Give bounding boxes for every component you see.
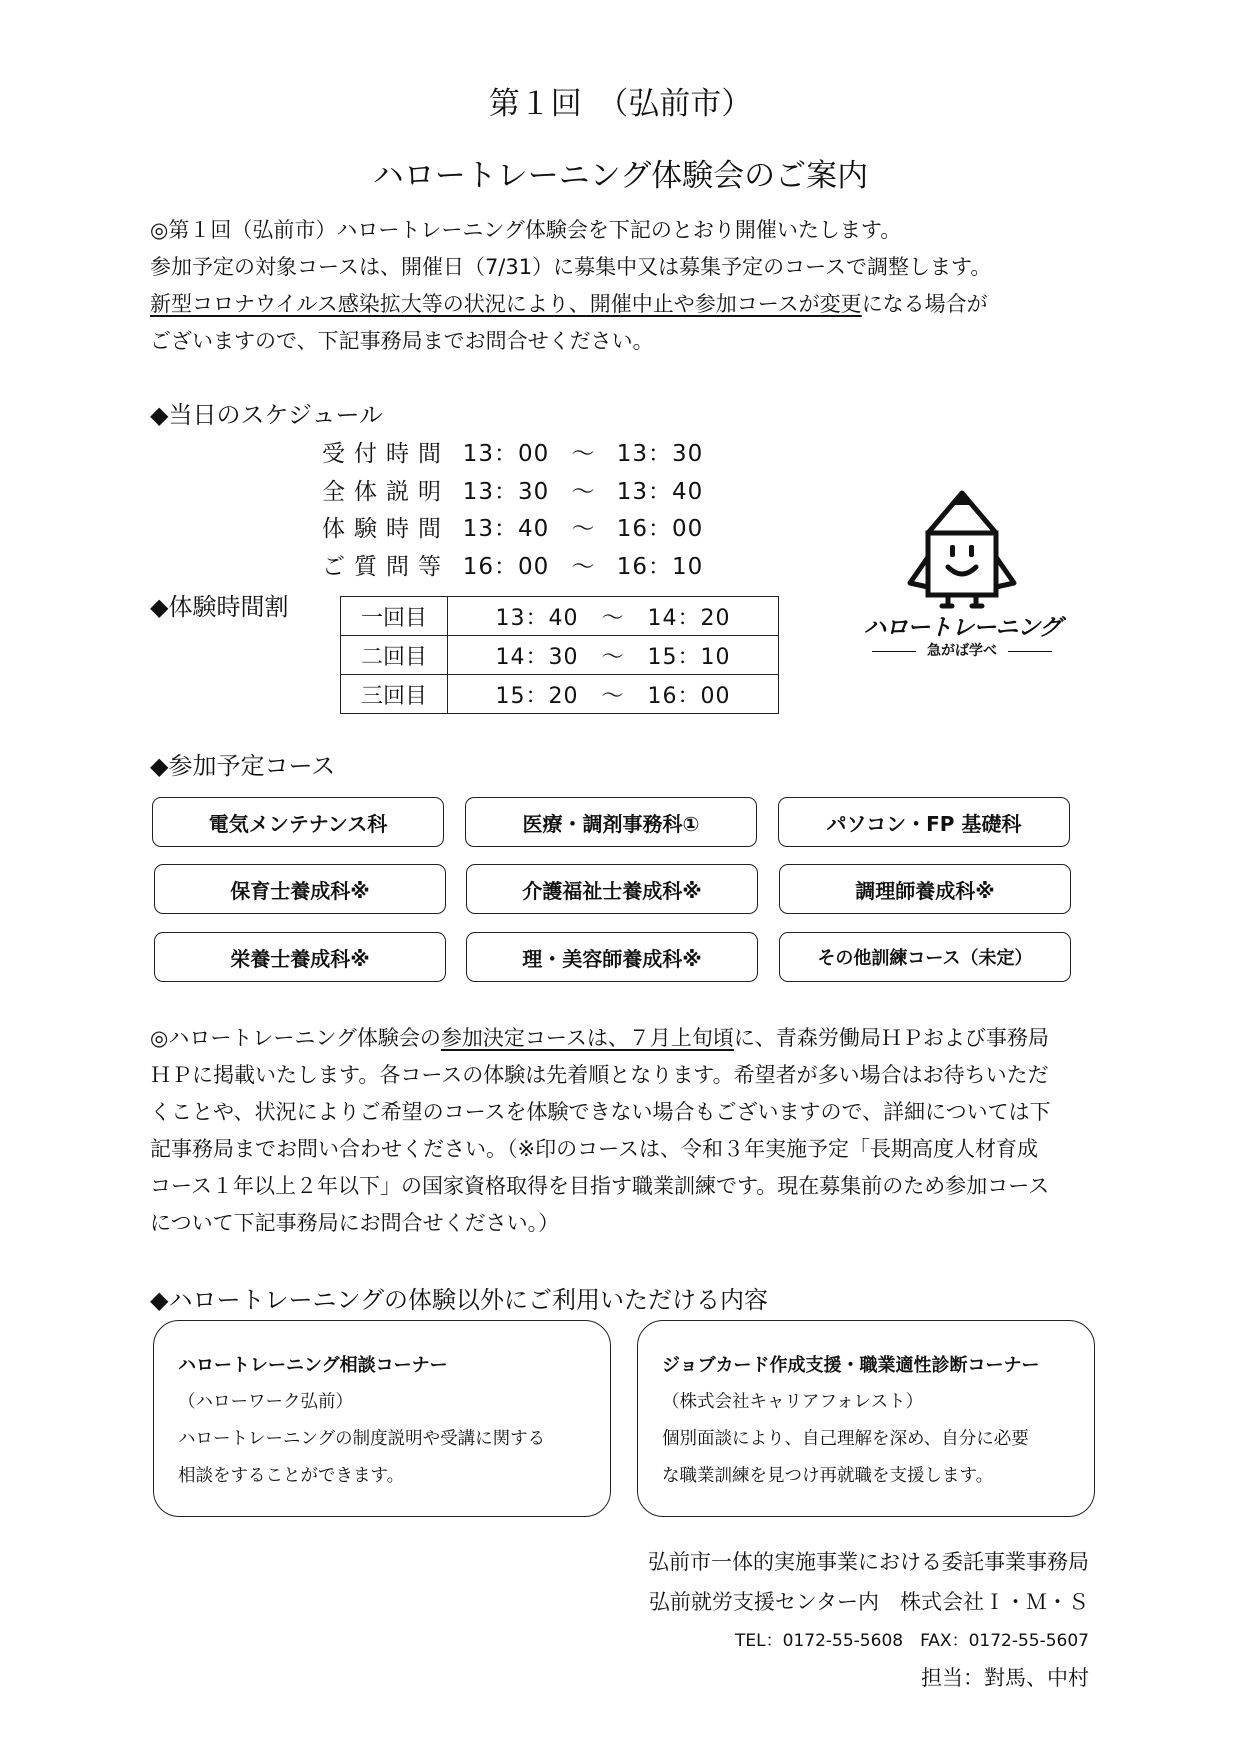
table-cell-label: 一回目 <box>341 597 448 636</box>
table-cell-time: 14：30 ～ 15：10 <box>448 636 779 675</box>
table-row <box>341 597 779 636</box>
course-card: パソコン・FP 基礎科 <box>778 797 1070 847</box>
page-title: 第１回 （弘前市） <box>488 86 753 122</box>
page-subtitle: ハロートレーニング体験会のご案内 <box>372 158 869 194</box>
course-card: 栄養士養成科※ <box>154 932 446 982</box>
notice-paragraph <box>150 1020 1090 1242</box>
service-desc: 相談をすることができます。 <box>178 1466 405 1486</box>
course-card: 電気メンテナンス科 <box>152 797 444 847</box>
intro-line: 参加予定の対象コースは、開催日（7/31）に募集中又は募集予定のコースで調整します。 <box>150 255 992 279</box>
course-card: 調理師養成科※ <box>779 864 1071 914</box>
schedule-end: 13：30 <box>616 441 704 467</box>
schedule-start: 13：00 <box>462 441 550 467</box>
service-title: ハロートレーニング相談コーナー <box>178 1355 448 1376</box>
footer-office: 弘前市一体的実施事業における委託事業事務局 <box>648 1550 1089 1574</box>
schedule-label: ご質問等 <box>322 553 450 580</box>
schedule-list <box>322 436 716 586</box>
schedule-tilde: ～ <box>571 553 595 580</box>
footer-contact: TEL：0172-55-5608 FAX：0172-55-5607 <box>735 1631 1089 1651</box>
footer-staff: 担当：對馬、中村 <box>921 1666 1089 1690</box>
logo-tagline-row <box>862 640 1062 660</box>
intro-line: ◎第１回（弘前市）ハロートレーニング体験会を下記のとおり開催いたします。 <box>150 218 902 242</box>
service-box-jobcard <box>637 1320 1095 1517</box>
intro-paragraph <box>150 212 1110 360</box>
schedule-row <box>322 511 716 549</box>
schedule-start: 13：40 <box>462 516 550 542</box>
intro-underlined-text: 新型コロナウイルス感染拡大等の状況により、開催中止や参加コースが変更 <box>150 292 862 316</box>
service-box-consultation <box>153 1320 611 1517</box>
course-card: 介護福祉士養成科※ <box>466 864 758 914</box>
notice-text: ◎ハロートレーニング体験会の <box>150 1026 441 1050</box>
course-card: その他訓練コース（未定） <box>779 932 1071 982</box>
table-cell-time: 15：20 ～ 16：00 <box>448 675 779 714</box>
intro-line <box>150 286 1110 323</box>
schedule-tilde: ～ <box>571 441 595 467</box>
notice-line: について下記事務局にお問合せください。） <box>150 1211 560 1235</box>
schedule-row <box>322 474 716 512</box>
course-card: 理・美容師養成科※ <box>466 932 758 982</box>
service-org: （株式会社キャリアフォレスト） <box>662 1392 924 1412</box>
logo-tagline: 急がば学べ <box>927 643 997 659</box>
service-desc: 個別面談により、自己理解を深め、自分に必要 <box>662 1429 1029 1449</box>
schedule-label: 受付時間 <box>322 441 450 467</box>
schedule-tilde: ～ <box>571 516 595 542</box>
service-title: ジョブカード作成支援・職業適性診断コーナー <box>662 1355 1040 1376</box>
schedule-tilde: ～ <box>571 478 595 505</box>
schedule-row <box>322 436 716 474</box>
table-cell-label: 二回目 <box>341 636 448 675</box>
schedule-heading: ◆当日のスケジュール <box>150 401 384 429</box>
schedule-start: 13：30 <box>462 478 550 505</box>
service-desc: な職業訓練を見つけ再就職を支援します。 <box>662 1466 994 1486</box>
logo-name: ハロートレーニング <box>863 615 1061 641</box>
table-row <box>341 636 779 675</box>
notice-line: 記事務局までお問い合わせください。（※印のコースは、令和３年実施予定「長期高度人材育成 <box>150 1137 1039 1161</box>
divider <box>1008 651 1052 652</box>
schedule-label: 体験時間 <box>322 516 450 542</box>
service-org: （ハローワーク弘前） <box>178 1392 353 1412</box>
notice-text: に、青森労働局ＨＰおよび事務局 <box>733 1026 1049 1050</box>
schedule-start: 16：00 <box>462 553 550 580</box>
courses-heading: ◆参加予定コース <box>150 752 336 780</box>
timetable <box>340 596 779 714</box>
intro-text: になる場合が <box>861 292 988 316</box>
footer-company: 弘前就労支援センター内 株式会社Ｉ・Ｍ・Ｓ <box>648 1590 1089 1614</box>
notice-line: コース１年以上２年以下」の国家資格取得を目指す職業訓練です。現在募集前のため参加コース <box>150 1174 1050 1198</box>
table-row <box>341 675 779 714</box>
course-card: 保育士養成科※ <box>154 864 446 914</box>
intro-line: ございますので、下記事務局までお問合せください。 <box>150 329 654 353</box>
table-cell-time: 13：40 ～ 14：20 <box>448 597 779 636</box>
schedule-row <box>322 549 716 587</box>
notice-underlined-text: 参加決定コースは、７月上旬頃 <box>440 1026 734 1050</box>
timetable-heading: ◆体験時間割 <box>150 593 289 621</box>
schedule-end: 16：00 <box>616 516 704 542</box>
hello-training-logo <box>862 485 1062 660</box>
schedule-end: 13：40 <box>616 478 704 505</box>
divider <box>872 651 916 652</box>
services-heading: ◆ハロートレーニングの体験以外にご利用いただける内容 <box>150 1286 768 1314</box>
service-desc: ハロートレーニングの制度説明や受講に関する <box>178 1429 546 1449</box>
table-cell-label: 三回目 <box>341 675 448 714</box>
notice-line: くことや、状況によりご希望のコースを体験できない場合もございますので、詳細については下 <box>150 1100 1051 1124</box>
notice-line: ＨＰに掲載いたします。各コースの体験は先着順となります。希望者が多い場合はお待ちいただ <box>150 1063 1049 1087</box>
schedule-label: 全体説明 <box>322 478 450 505</box>
notice-line <box>150 1020 1090 1057</box>
schedule-end: 16：10 <box>616 553 704 580</box>
course-card: 医療・調剤事務科① <box>465 797 757 847</box>
